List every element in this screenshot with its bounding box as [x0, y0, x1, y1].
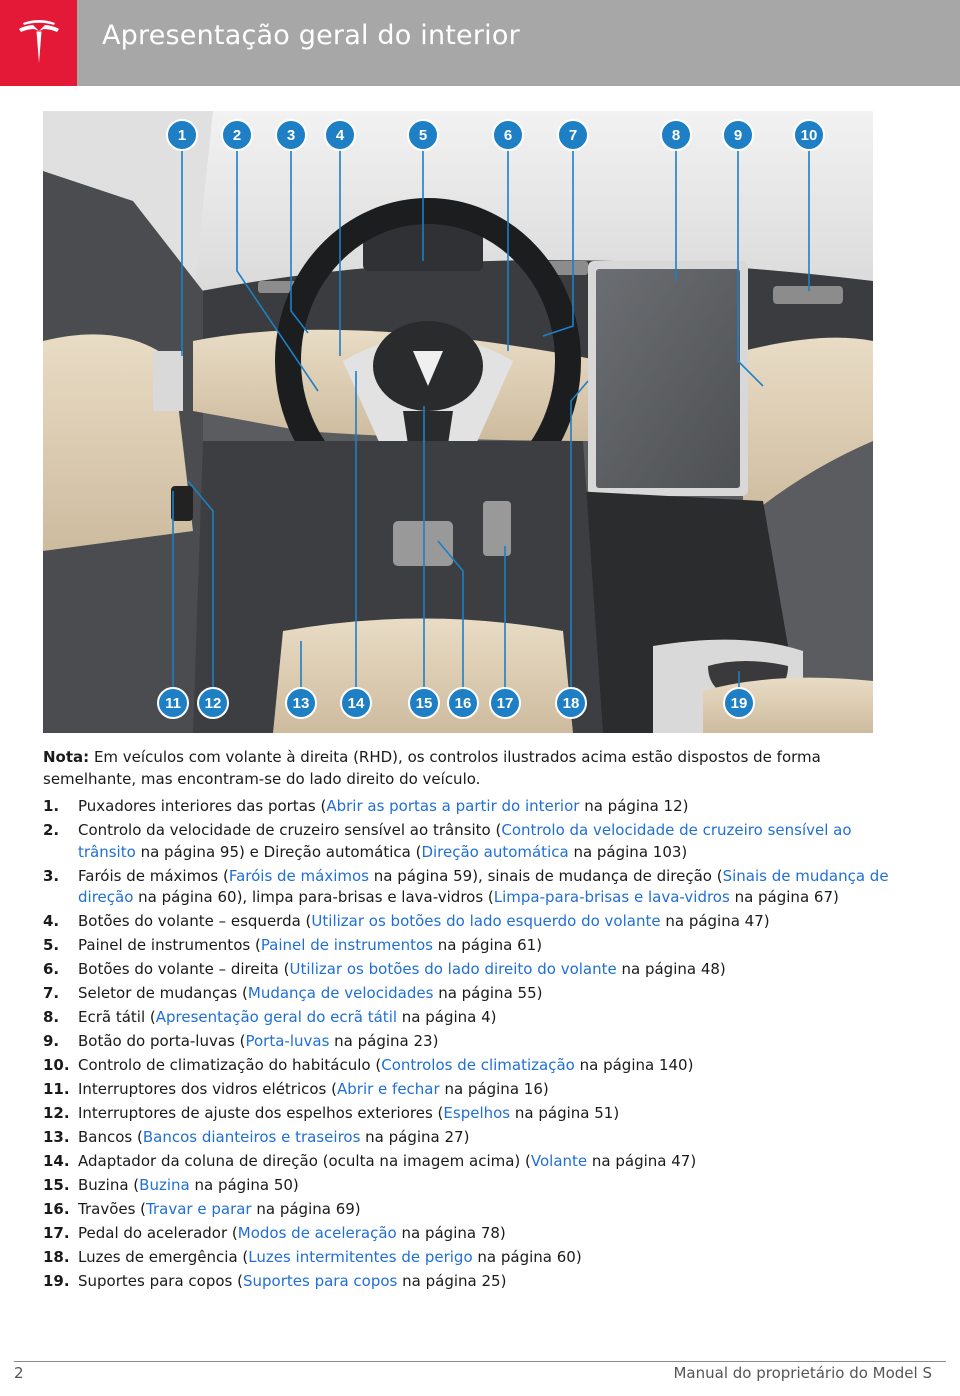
list-item-text-part: na página 47): [660, 912, 770, 930]
list-item: [43, 866, 903, 909]
list-item-number: 3.: [43, 866, 60, 885]
cross-reference-link[interactable]: Apresentação geral do ecrã tátil: [155, 1008, 398, 1026]
svg-text:18: 18: [562, 695, 580, 712]
list-item-text-part: na página 67): [729, 888, 839, 906]
callout-18: [556, 688, 586, 718]
component-list: [43, 796, 903, 1295]
list-item: [43, 820, 903, 863]
list-item-number: 2.: [43, 821, 60, 839]
list-item-text-part: na página 47): [587, 1152, 697, 1170]
list-item-text-part: na página 60): [472, 1248, 582, 1266]
list-item: [43, 1127, 903, 1149]
svg-text:13: 13: [292, 695, 310, 712]
cross-reference-link[interactable]: Suportes para copos: [243, 1272, 398, 1290]
list-item-text-part: na página 51): [510, 1104, 620, 1122]
svg-text:11: 11: [165, 695, 181, 712]
note-text: Em veículos com volante à direita (RHD), os controlos ilustrados acima estão dispostos de forma semelhante, mas encontram-se do lado direito do veículo.: [43, 748, 821, 788]
cross-reference-link[interactable]: Limpa-para-brisas e lava-vidros: [493, 888, 730, 906]
list-item-text-part: na página 12): [579, 797, 689, 815]
list-item-text-part: Faróis de máximos (: [78, 866, 229, 885]
list-item-text: [78, 866, 903, 909]
list-item-text: [78, 1175, 903, 1197]
list-item-text: [78, 935, 903, 957]
note-paragraph: [43, 746, 883, 790]
list-item-text-part: na página 140): [574, 1056, 694, 1074]
callout-13: [286, 688, 316, 718]
callout-5: [408, 120, 438, 150]
list-item-text-part: Interruptores dos vidros elétricos (: [78, 1080, 337, 1098]
list-item-text-part: Buzina (: [78, 1176, 140, 1194]
list-item-text-part: Pedal do acelerador (: [78, 1224, 238, 1242]
cross-reference-link[interactable]: Bancos dianteiros e traseiros: [142, 1128, 361, 1146]
list-item-text-part: Travões (: [78, 1200, 147, 1218]
list-item-text-part: na página 23): [329, 1032, 439, 1050]
cross-reference-link[interactable]: Utilizar os botões do lado direito do volante: [289, 960, 617, 978]
callout-17: [490, 688, 520, 718]
list-item: [43, 1151, 903, 1173]
callout-15: [409, 688, 439, 718]
list-item-text-part: Ecrã tátil (: [78, 1008, 156, 1026]
cross-reference-link[interactable]: Modos de aceleração: [237, 1224, 397, 1242]
list-item-text: [78, 1103, 903, 1125]
list-item: [43, 1271, 903, 1293]
svg-text:1: 1: [177, 127, 187, 144]
list-item: [43, 1079, 903, 1101]
svg-text:8: 8: [671, 127, 681, 144]
list-item-text-part: na página 4): [397, 1008, 497, 1026]
svg-text:2: 2: [232, 127, 242, 144]
list-item-text-part: na página 61): [433, 936, 543, 954]
list-item-text: [78, 1271, 903, 1293]
list-item: [43, 935, 903, 957]
callout-6: [493, 120, 523, 150]
list-item: [43, 911, 903, 933]
list-item-text: [78, 911, 903, 933]
list-item-text-part: Botões do volante – direita (: [78, 960, 290, 978]
interior-illustration: [43, 111, 873, 733]
list-item-text-part: na página 48): [616, 960, 726, 978]
svg-text:6: 6: [503, 127, 513, 144]
list-item-text-part: na página 55): [433, 984, 543, 1002]
list-item-number: 16.: [43, 1200, 70, 1218]
svg-text:7: 7: [568, 127, 578, 144]
cross-reference-link[interactable]: Volante: [530, 1152, 588, 1170]
svg-text:10: 10: [800, 127, 818, 144]
callout-8: [661, 120, 691, 150]
list-item: [43, 1199, 903, 1221]
list-item-text-part: na página 50): [189, 1176, 299, 1194]
list-item-text: [78, 1031, 903, 1053]
list-item-text-part: na página 25): [397, 1272, 507, 1290]
list-item-text-part: na página 59), sinais de mudança de direção (: [369, 866, 723, 885]
list-item-number: 11.: [43, 1080, 70, 1098]
list-item-text-part: Bancos (: [78, 1128, 143, 1146]
page-title: Apresentação geral do interior: [102, 20, 520, 51]
list-item-text-part: na página 95) e Direção automática (: [135, 842, 422, 861]
note-label: Nota:: [43, 748, 90, 766]
cross-reference-link[interactable]: Travar e parar: [146, 1200, 252, 1218]
list-item: [43, 983, 903, 1005]
callout-12: [198, 688, 228, 718]
list-item-text-part: Controlo da velocidade de cruzeiro sensível ao trânsito (: [78, 821, 502, 839]
cross-reference-link[interactable]: Utilizar os botões do lado esquerdo do volante: [311, 912, 661, 930]
list-item: [43, 796, 903, 818]
list-item-text: [78, 1007, 903, 1029]
callout-9: [723, 120, 753, 150]
list-item: [43, 1223, 903, 1245]
list-item: [43, 1103, 903, 1125]
list-item-text-part: Botões do volante – esquerda (: [78, 912, 312, 930]
list-item-number: 12.: [43, 1104, 70, 1122]
list-item-text: [78, 1055, 903, 1077]
list-item-number: 13.: [43, 1128, 70, 1146]
list-item-text: [78, 820, 903, 863]
list-item-text: [78, 1127, 903, 1149]
list-item-number: 19.: [43, 1272, 70, 1290]
list-item-text-part: na página 27): [360, 1128, 470, 1146]
cross-reference-link[interactable]: Porta-luvas: [245, 1032, 330, 1050]
brand-logo-box: [0, 0, 77, 86]
callout-7: [558, 120, 588, 150]
cross-reference-link[interactable]: Abrir e fechar: [337, 1080, 440, 1098]
manual-name: Manual do proprietário do Model S: [673, 1364, 932, 1382]
cross-reference-link[interactable]: Sinais de mudança de direção: [78, 866, 889, 906]
cross-reference-link[interactable]: Painel de instrumentos: [260, 936, 433, 954]
cross-reference-link[interactable]: Controlo da velocidade de cruzeiro sensível ao trânsito: [78, 821, 852, 861]
list-item: [43, 959, 903, 981]
svg-text:4: 4: [335, 127, 345, 144]
list-item-text-part: Botão do porta-luvas (: [78, 1032, 246, 1050]
callout-11: [158, 688, 188, 718]
cross-reference-link[interactable]: Espelhos: [443, 1104, 511, 1122]
list-item-text-part: Suportes para copos (: [78, 1272, 243, 1290]
callout-2: [222, 120, 252, 150]
page-header: [0, 0, 960, 86]
list-item-number: 8.: [43, 1008, 60, 1026]
cross-reference-link[interactable]: Luzes intermitentes de perigo: [248, 1248, 473, 1266]
list-item-text-part: na página 60), limpa para-brisas e lava-vidros (: [133, 888, 494, 906]
cross-reference-link[interactable]: Faróis de máximos: [228, 866, 369, 885]
list-item: [43, 1055, 903, 1077]
list-item-text-part: Luzes de emergência (: [78, 1248, 249, 1266]
cross-reference-link[interactable]: Mudança de velocidades: [247, 984, 434, 1002]
callout-10: [794, 120, 824, 150]
list-item-text: [78, 1151, 903, 1173]
list-item-text-part: Seletor de mudanças (: [78, 984, 248, 1002]
page-number: 2: [14, 1364, 24, 1382]
list-item-text: [78, 1223, 903, 1245]
footer-divider: [14, 1361, 946, 1362]
callout-14: [341, 688, 371, 718]
list-item-text-part: Interruptores de ajuste dos espelhos exteriores (: [78, 1104, 444, 1122]
list-item-number: 5.: [43, 936, 60, 954]
list-item-text: [78, 983, 903, 1005]
list-item-text: [78, 1079, 903, 1101]
svg-text:19: 19: [730, 695, 748, 712]
cross-reference-link[interactable]: Controlos de climatização: [381, 1056, 575, 1074]
svg-text:16: 16: [454, 695, 472, 712]
cross-reference-link[interactable]: Buzina: [139, 1176, 190, 1194]
list-item-number: 4.: [43, 912, 60, 930]
list-item-text: [78, 1247, 903, 1269]
svg-text:17: 17: [496, 695, 514, 712]
list-item-text-part: Adaptador da coluna de direção (oculta na imagem acima) (: [78, 1152, 531, 1170]
svg-text:5: 5: [418, 127, 428, 144]
svg-text:9: 9: [733, 127, 743, 144]
list-item-number: 1.: [43, 797, 60, 815]
list-item: [43, 1175, 903, 1197]
list-item-number: 7.: [43, 984, 60, 1002]
list-item-number: 18.: [43, 1248, 70, 1266]
interior-drawing: [43, 111, 873, 733]
callout-3: [276, 120, 306, 150]
cross-reference-link[interactable]: Direção automática: [421, 842, 569, 861]
list-item-text-part: na página 103): [568, 842, 688, 861]
list-item-text-part: Painel de instrumentos (: [78, 936, 261, 954]
svg-text:3: 3: [286, 127, 296, 144]
list-item-text-part: Puxadores interiores das portas (: [78, 797, 327, 815]
list-item-text: [78, 796, 903, 818]
list-item: [43, 1031, 903, 1053]
svg-text:12: 12: [204, 695, 222, 712]
list-item: [43, 1007, 903, 1029]
list-item-text-part: Controlo de climatização do habitáculo (: [78, 1056, 382, 1074]
callout-16: [448, 688, 478, 718]
callout-4: [325, 120, 355, 150]
list-item-text-part: na página 16): [439, 1080, 549, 1098]
list-item-number: 14.: [43, 1152, 70, 1170]
list-item-number: 6.: [43, 960, 60, 978]
list-item: [43, 1247, 903, 1269]
list-item-text: [78, 1199, 903, 1221]
svg-text:14: 14: [347, 695, 365, 712]
callout-1: [167, 120, 197, 150]
svg-text:15: 15: [415, 695, 433, 712]
list-item-number: 17.: [43, 1224, 70, 1242]
list-item-number: 9.: [43, 1032, 60, 1050]
list-item-number: 15.: [43, 1176, 70, 1194]
list-item-text-part: na página 69): [251, 1200, 361, 1218]
list-item-text: [78, 959, 903, 981]
list-item-number: 10.: [43, 1056, 70, 1074]
list-item-text-part: na página 78): [396, 1224, 506, 1242]
callout-19: [724, 688, 754, 718]
tesla-logo-icon: [17, 19, 61, 67]
cross-reference-link[interactable]: Abrir as portas a partir do interior: [326, 797, 580, 815]
